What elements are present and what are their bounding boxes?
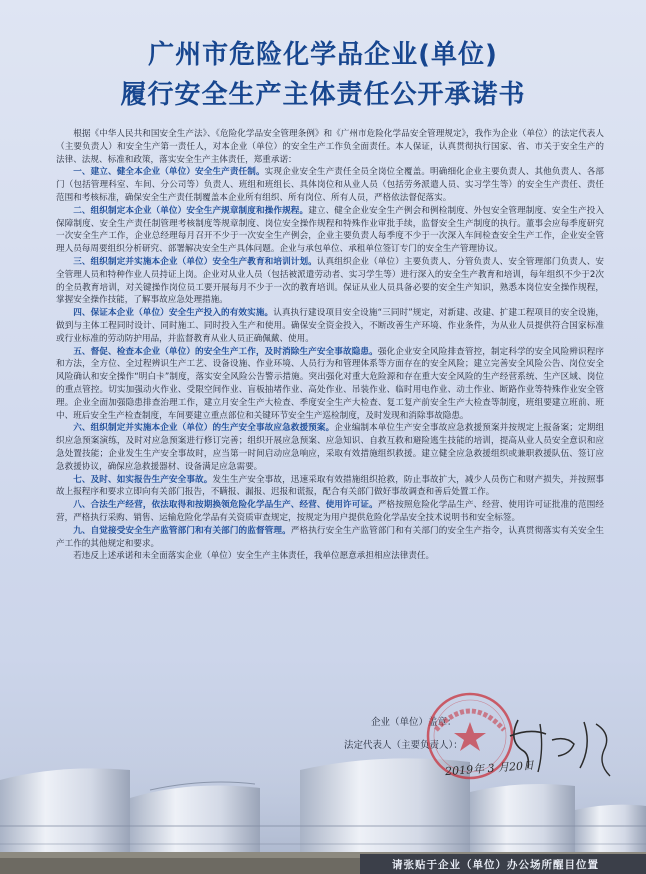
- item-text: 实现企业安全生产责任全员全岗位全覆盖。明确细化企业主要负责人、其他负责人、各部门（包括管理科室、车间、分公司等）负责人、班组和班组长、具体岗位和从业人员（包括劳务派遣人员、实习学生等）的安全生产责任、责任范围和考核标准，确保安全生产责任制覆盖本企业所有组织、所有岗位、所有人员，严格依法督促落实。: [56, 167, 604, 203]
- commitment-item-8: [56, 499, 604, 525]
- item-heading: 四、保证本企业（单位）安全生产投入的有效实施。: [73, 308, 274, 319]
- item-text: 认真执行建设项目安全设施“三同时”规定，对新建、改建、扩建工程项目的安全设施，做到与主体工程同时设计、同时施工、同时投入生产和使用。确保安全资金投入，不断改善生产环境、作业条件，为从业人员提供符合国家标准或行业标准的劳动防护用品，并监督教育从业人员正确佩戴、使用。: [56, 308, 604, 344]
- title-line-2: 履行安全生产主体责任公开承诺书: [120, 80, 526, 110]
- intro-paragraph: 根据《中华人民共和国安全生产法》、《危险化学品安全管理条例》和《广州市危险化学品安全管理规定》，我作为企业（单位）的法定代表人（主要负责人）和安全生产第一责任人，对本企业（单位）的安全生产工作负全面责任。本人保证，认真贯彻执行国家、省、市关于安全生产的法律、法规、标准和政策，落实安全生产主体责任，郑重承诺：: [56, 129, 604, 165]
- commitment-item-7: [56, 474, 604, 500]
- item-text: 严格按照危险化学品生产、经营、使用许可证批准的范围经营，严格执行采购、销售、运输危险化学品有关资质审查规定，按规定为用户提供危险化学品安全技术说明书和安全标签。: [56, 500, 604, 523]
- signature-date: 2019年 3 月20日: [444, 758, 535, 779]
- commitment-item-3: [56, 256, 604, 307]
- item-text: 企业编制本单位生产安全事故应急救援预案并按规定上报备案；定期组织应急预案演练，及时对应急预案进行修订完善；组织开展应急预案、应急知识、自救互救和避险逃生技能的培训，提高从业人员安全意识和应急处置技能；企业发生生产安全事故时，应当第一时间启动应急响应，采取有效措施组织救援。建立健全应急救援组织或兼职救援队伍、签订应急救援协议，确保应急救援器材、设备满足应急需要。: [56, 423, 604, 472]
- item-heading: 一、建立、健全本企业（单位）安全生产责任制。: [73, 167, 265, 178]
- commitment-item-6: [56, 422, 604, 473]
- commitment-item-1: [56, 166, 604, 204]
- commitment-item-2: [56, 205, 604, 256]
- item-heading: 九、自觉接受安全生产监管部门和有关部门的监督管理。: [73, 525, 291, 536]
- item-text: 建立、健全企业安全生产例会和例检制度、外包安全管理制度、安全生产投入保障制度、安全生产责任制管理考核制度等规章制度、岗位安全操作规程和特殊作业审批手续，监督安全生产制度的执行。董事会应每季度研究一次安全生产工作，企业总经理每月召开不少于一次安全生产例会，企业主要负责人每季度不少于一次深入车间检查安全生产工作，企业安全管理人员每周要组织分析研究、部署解决安全生产具体问题。企业与承包单位、承租单位签订专门的安全生产管理协议。: [56, 205, 604, 255]
- item-text: 强化企业安全风险排查管控，制定科学的安全风险辨识程序和方法，全方位、全过程辨识生产工艺、设备设施、作业环境、人员行为和管理体系等方面存在的安全风险；建立完善安全风险公告、岗位安全风险确认和安全操作“明白卡”制度，落实安全风险公告警示措施。突出强化对重大危险源和存在重大安全风险的生产经营系统、生产区域、岗位的重点管控。切实加强动火作业、受限空间作业、盲板抽堵作业、高处作业、吊装作业、临时用电作业、动土作业、断路作业等特殊作业安全管理。企业全面加强隐患排查治理工作，建立月安全生产大检查、季度安全生产大检查、复工复产前安全生产大检查等制度，班组要建立班前、班中、班后安全生产检查制度，车间要建立重点部位和关键环节安全生产巡检制度，及时发现和消除事故隐患。: [56, 346, 604, 421]
- commitment-item-5: [56, 346, 604, 423]
- company-seal-label: 企业（单位）盖章：: [371, 717, 457, 728]
- commitment-item-4: [56, 307, 604, 345]
- item-text: 严格执行安全生产监管部门和有关部门的安全生产指令，认真贯彻落实有关安全生产工作的其他规定和要求。: [56, 525, 604, 549]
- item-heading: 六、组织制定并实施本企业（单位）的生产安全事故应急救援预案。: [73, 423, 335, 434]
- item-heading: 八、合法生产经营，依法取得和按期换领危险化学品生产、经营、使用许可证。: [73, 500, 378, 511]
- item-heading: 二、组织制定本企业（单位）安全生产规章制度和操作规程。: [73, 205, 309, 216]
- item-heading: 五、督促、检查本企业（单位）的安全生产工作，及时消除生产安全事故隐患。: [73, 346, 378, 357]
- commitment-body: [56, 128, 604, 563]
- title-line-1: 广州市危险化学品企业(单位): [148, 40, 498, 70]
- posting-instruction: 请张贴于企业（单位）办公场所醒目位置: [392, 859, 599, 871]
- item-text: 发生生产安全事故，迅速采取有效措施组织抢救，防止事故扩大，减少人员伤亡和财产损失，并按照事故上报程序和要求立即向有关部门报告，不瞒报、漏报、迟报和谎报，配合有关部门做好事故调查和善后处置工作。: [56, 474, 604, 498]
- item-heading: 七、及时、如实报告生产安全事故。: [73, 474, 213, 485]
- closing-statement: 若违反上述承诺和未全面落实企业（单位）安全生产主体责任，我单位愿意承担相应法律责任。: [73, 551, 435, 562]
- legal-representative-label: 法定代表人（主要负责人）：: [344, 740, 463, 751]
- commitment-item-9: [56, 525, 604, 551]
- item-heading: 三、组织制定并实施本企业（单位）安全生产教育和培训计划。: [73, 256, 317, 267]
- item-text: 认真组织企业（单位）主要负责人、分管负责人、安全管理部门负责人、安全管理人员和特种作业人员持证上岗。企业对从业人员（包括被派遣劳动者、实习学生等）进行深入的安全生产教育和培训，每年组织不少于2次的全员教育培训，对关键操作岗位员工要开展每月不少于一次的教育培训。保证从业人员具备必要的安全生产知识，熟悉本岗位安全操作规程，掌握安全操作技能，了解事故应急处理措施。: [56, 256, 604, 306]
